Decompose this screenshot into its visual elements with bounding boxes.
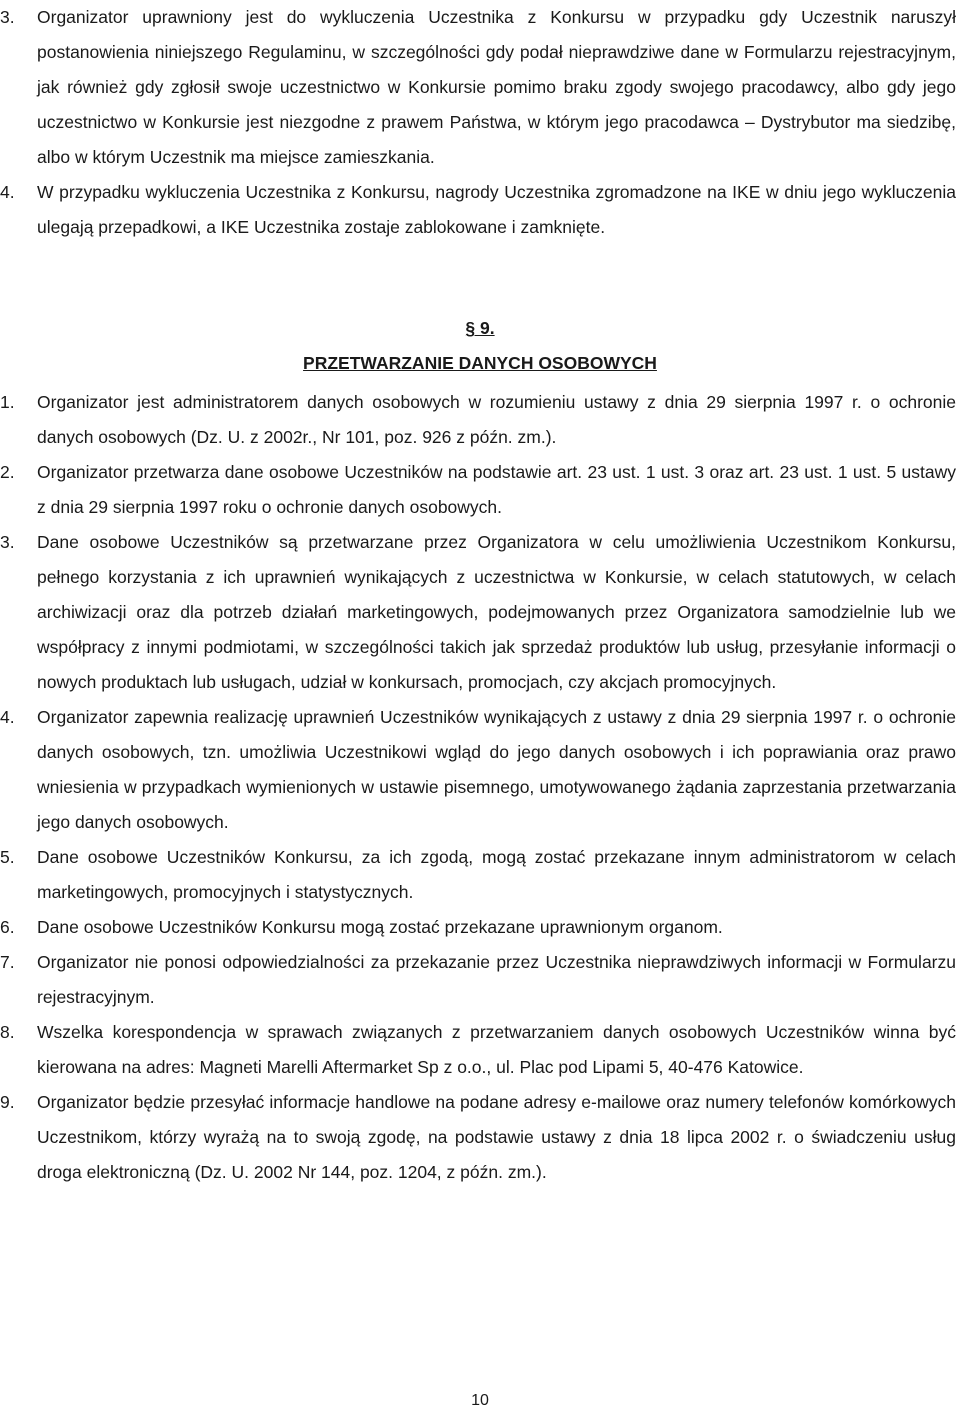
section-9-items	[0, 385, 960, 1190]
list-item	[0, 840, 960, 910]
item-number: 8.	[0, 1022, 15, 1042]
section-8-continued	[0, 0, 960, 245]
item-text: Organizator uprawniony jest do wykluczenia Uczestnika z Konkursu w przypadku gdy Uczestnik naruszył postanowienia niniejszego Regulaminu, w szczególności gdy podał nieprawdziwe dane w Formularzu rejestracyjnym, jak również gdy zgłosił swoje uczestnictwo w Konkursie pomimo braku zgody swojego pracodawcy, albo gdy jego uczestnictwo w Konkursie jest niezgodne z prawem Państwa, w którym jego pracodawca – Dystrybutor ma siedzibę, albo w którym Uczestnik ma miejsce zamieszkania.	[37, 7, 956, 167]
section-title: PRZETWARZANIE DANYCH OSOBOWYCH	[303, 353, 657, 373]
section-9-heading	[0, 312, 960, 379]
item-text: Dane osobowe Uczestników Konkursu mogą zostać przekazane uprawnionym organom.	[37, 917, 723, 937]
page-number: 10	[471, 1392, 489, 1409]
item-number: 6.	[0, 917, 15, 937]
list-item	[0, 910, 960, 945]
item-number: 3.	[0, 532, 15, 552]
list-item	[0, 945, 960, 1015]
item-number: 4.	[0, 707, 15, 727]
item-text: Organizator nie ponosi odpowiedzialności za przekazanie przez Uczestnika nieprawdziwych informacji w Formularzu rejestracyjnym.	[37, 952, 956, 1007]
list-item	[0, 175, 960, 245]
item-text: Organizator zapewnia realizację uprawnień Uczestników wynikających z ustawy z dnia 29 sierpnia 1997 r. o ochronie danych osobowych, tzn. umożliwia Uczestnikowi wgląd do jego danych osobowych i ich poprawiania oraz prawo wniesienia w przypadkach wymienionych w ustawie pisemnego, umotywowanego żądania zaprzestania przetwarzania jego danych osobowych.	[37, 707, 956, 832]
item-number: 3.	[0, 7, 15, 27]
item-number: 9.	[0, 1092, 15, 1112]
section-number: § 9.	[465, 318, 495, 338]
item-text: Organizator przetwarza dane osobowe Uczestników na podstawie art. 23 ust. 1 ust. 3 oraz art. 23 ust. 1 ust. 5 ustawy z dnia 29 sierpnia 1997 roku o ochronie danych osobowych.	[37, 462, 956, 517]
item-text: Organizator jest administratorem danych osobowych w rozumieniu ustawy z dnia 29 sierpnia 1997 r. o ochronie danych osobowych (Dz. U. z 2002r., Nr 101, poz. 926 z późn. zm.).	[37, 392, 956, 447]
item-number: 5.	[0, 847, 15, 867]
item-text: W przypadku wykluczenia Uczestnika z Konkursu, nagrody Uczestnika zgromadzone na IKE w dniu jego wykluczenia ulegają przepadkowi, a IKE Uczestnika zostaje zablokowane i zamknięte.	[37, 182, 956, 237]
list-item	[0, 700, 960, 840]
item-text: Dane osobowe Uczestników Konkursu, za ich zgodą, mogą zostać przekazane innym administratorom w celach marketingowych, promocyjnych i statystycznych.	[37, 847, 956, 902]
list-item	[0, 455, 960, 525]
list-item	[0, 1015, 960, 1085]
item-number: 2.	[0, 462, 15, 482]
item-number: 7.	[0, 952, 15, 972]
list-item	[0, 385, 960, 455]
list-item	[0, 1085, 960, 1190]
item-number: 1.	[0, 392, 15, 412]
item-text: Wszelka korespondencja w sprawach związanych z przetwarzaniem danych osobowych Uczestników winna być kierowana na adres: Magneti Marelli Aftermarket Sp z o.o., ul. Plac pod Lipami 5, 40-476 Katowice.	[37, 1022, 956, 1077]
item-text: Dane osobowe Uczestników są przetwarzane przez Organizatora w celu umożliwienia Uczestnikom Konkursu, pełnego korzystania z ich uprawnień wynikających z uczestnictwa w Konkursie, w celach statutowych, w celach archiwizacji oraz dla potrzeb działań marketingowych, podejmowanych przez Organizatora samodzielnie lub we współpracy z innymi podmiotami, w szczególności takich jak sprzedaż produktów lub usług, przesyłanie informacji o nowych produktach lub usługach, udział w konkursach, promocjach, czy akcjach promocyjnych.	[37, 532, 956, 692]
item-text: Organizator będzie przesyłać informacje handlowe na podane adresy e-mailowe oraz numery telefonów komórkowych Uczestnikom, którzy wyrażą na to swoją zgodę, na podstawie ustawy z dnia 18 lipca 2002 r. o świadczeniu usług droga elektroniczną (Dz. U. 2002 Nr 144, poz. 1204, z późn. zm.).	[37, 1092, 956, 1182]
item-number: 4.	[0, 182, 15, 202]
list-item	[0, 525, 960, 700]
list-item	[0, 0, 960, 175]
